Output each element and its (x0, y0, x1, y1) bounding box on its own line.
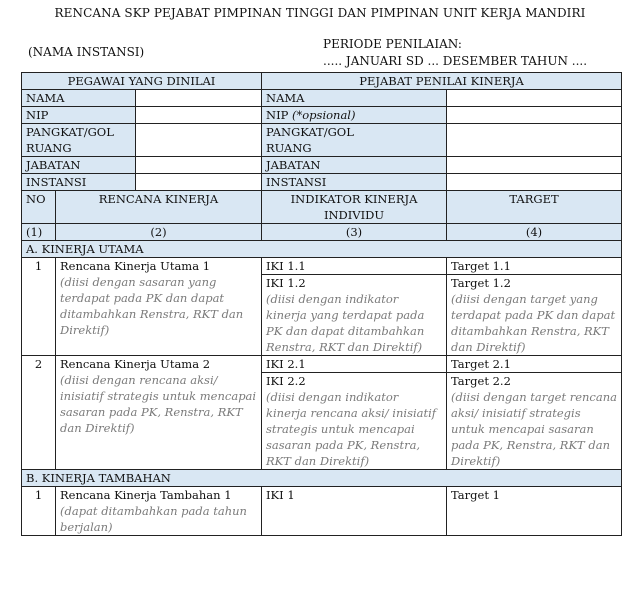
pangkat-text: PANGKAT/GOL (26, 125, 114, 139)
pangkat-label-right (262, 124, 447, 157)
jabatan-value-left[interactable] (136, 157, 262, 174)
nip-row (22, 107, 622, 124)
col-number-3: (3) (262, 224, 447, 241)
target-cell[interactable] (447, 373, 622, 470)
iki-cell[interactable] (262, 373, 447, 470)
col-target-header: TARGET (447, 191, 622, 224)
nama-value-left[interactable] (136, 90, 262, 107)
target-title: Target 1.2 (451, 276, 511, 290)
jabatan-value-right[interactable] (447, 157, 622, 174)
iki-cell[interactable]: IKI 1.1 (262, 258, 447, 275)
nip-label-right: NIP (*opsional) (262, 107, 447, 124)
periode-penilaian (323, 36, 587, 70)
ruang-text: RUANG (266, 141, 312, 155)
target-note: (diisi dengan target yang terdapat pada PK dan dapat ditambahkan Renstra, RKT dan Direktif) (451, 292, 616, 354)
col-indikator-header (262, 191, 447, 224)
col-no-header: NO (22, 191, 56, 224)
section-b-label: B. KINERJA TAMBAHAN (22, 470, 622, 487)
section-b-row (22, 470, 622, 487)
nama-row (22, 90, 622, 107)
target-title: Target 2.2 (451, 374, 511, 388)
table-row (22, 487, 622, 536)
jabatan-label-right: JABATAN (262, 157, 447, 174)
iki-cell[interactable] (262, 275, 447, 356)
rencana-note: (diisi dengan sasaran yang terdapat pada PK dan dapat ditambahkan Renstra, RKT dan Direktif) (60, 275, 244, 337)
rencana-cell[interactable] (56, 258, 262, 356)
instansi-label-right: INSTANSI (262, 174, 447, 191)
target-cell[interactable]: Target 1 (447, 487, 622, 536)
column-number-row (22, 224, 622, 241)
row-number: 1 (22, 487, 56, 536)
col-number-1: (1) (22, 224, 56, 241)
table-row (22, 258, 622, 275)
rencana-title: Rencana Kinerja Utama 1 (60, 259, 211, 273)
instansi-value-left[interactable] (136, 174, 262, 191)
row-number: 2 (22, 356, 56, 470)
iki-note: (diisi dengan indikator kinerja rencana aksi/ inisiatif strategis untuk mencapai sasaran pada PK, Renstra, RKT dan Direktif) (266, 390, 437, 468)
rencana-cell[interactable] (56, 487, 262, 536)
target-cell[interactable]: Target 1.1 (447, 258, 622, 275)
target-cell[interactable] (447, 275, 622, 356)
iki-cell[interactable]: IKI 1 (262, 487, 447, 536)
ruang-text: RUANG (26, 141, 72, 155)
pangkat-value-left[interactable] (136, 124, 262, 157)
instansi-label-left: INSTANSI (22, 174, 136, 191)
indikator-line-2: INDIVIDU (323, 208, 385, 222)
jabatan-row (22, 157, 622, 174)
rencana-cell[interactable] (56, 356, 262, 470)
iki-cell[interactable]: IKI 2.1 (262, 356, 447, 373)
iki-title: IKI 1.2 (266, 276, 306, 290)
rencana-note: (dapat ditambahkan pada tahun berjalan) (60, 504, 247, 534)
nip-value-left[interactable] (136, 107, 262, 124)
table-row (22, 356, 622, 373)
skp-table (21, 72, 622, 536)
iki-note: (diisi dengan indikator kinerja yang terdapat pada PK dan dapat ditambahkan Renstra, RKT dan Direktif) (266, 292, 425, 354)
document-title: RENCANA SKP PEJABAT PIMPINAN TINGGI DAN PIMPINAN UNIT KERJA MANDIRI (54, 6, 586, 20)
nip-label-left: NIP (22, 107, 136, 124)
rencana-note: (diisi dengan rencana aksi/ inisiatif strategis untuk mencapai sasaran pada PK, Renstra, RKT dan Direktif) (60, 373, 257, 435)
jabatan-label-left: JABATAN (22, 157, 136, 174)
penilai-header: PEJABAT PENILAI KINERJA (262, 73, 622, 90)
nama-instansi: (NAMA INSTANSI) (28, 45, 145, 59)
row-number: 1 (22, 258, 56, 356)
col-number-4: (4) (447, 224, 622, 241)
target-note: (diisi dengan target rencana aksi/ inisiatif strategis untuk mencapai sasaran pada PK, Renstra, RKT dan Direktif) (451, 390, 617, 468)
pegawai-header: PEGAWAI YANG DINILAI (22, 73, 262, 90)
nama-label-right: NAMA (262, 90, 447, 107)
instansi-row (22, 174, 622, 191)
nip-optional-note: (*opsional) (292, 108, 356, 122)
rencana-title: Rencana Kinerja Utama 2 (60, 357, 211, 371)
pangkat-text: PANGKAT/GOL (266, 125, 354, 139)
target-cell[interactable]: Target 2.1 (447, 356, 622, 373)
col-rencana-header: RENCANA KINERJA (56, 191, 262, 224)
nama-label-left: NAMA (22, 90, 136, 107)
header-row (22, 73, 622, 90)
col-number-2: (2) (56, 224, 262, 241)
section-a-label: A. KINERJA UTAMA (22, 241, 622, 258)
nip-value-right[interactable] (447, 107, 622, 124)
section-a-row (22, 241, 622, 258)
periode-label: PERIODE PENILAIAN: (323, 37, 462, 51)
instansi-value-right[interactable] (447, 174, 622, 191)
rencana-title: Rencana Kinerja Tambahan 1 (60, 488, 232, 502)
indikator-line-1: INDIKATOR KINERJA (290, 192, 418, 206)
periode-value: ..... JANUARI SD ... DESEMBER TAHUN .... (323, 54, 588, 68)
pangkat-row (22, 124, 622, 157)
column-header-row (22, 191, 622, 224)
nama-value-right[interactable] (447, 90, 622, 107)
pangkat-label-left (22, 124, 136, 157)
pangkat-value-right[interactable] (447, 124, 622, 157)
iki-title: IKI 2.2 (266, 374, 306, 388)
